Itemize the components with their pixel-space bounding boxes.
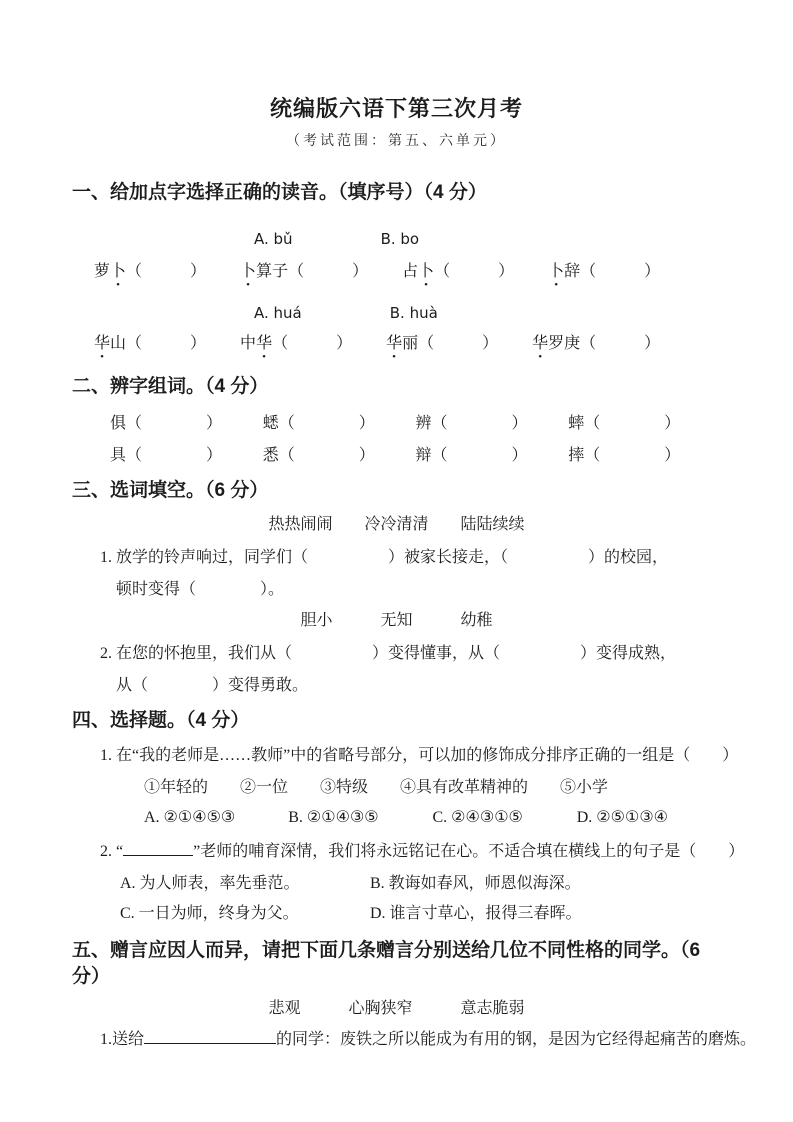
- section-4-heading: 四、选择题。（4 分）: [72, 710, 250, 731]
- question-line: 1. 在“我的老师是……教师”中的省略号部分，可以加的修饰成分排序正确的一组是（ ）: [100, 747, 739, 764]
- char: 辨: [415, 415, 432, 432]
- pinyin-options-group-2: [72, 302, 721, 324]
- question-line-cont: 顿时变得（ ）。: [116, 581, 285, 598]
- word-item: [94, 260, 206, 284]
- underline-blank: [123, 840, 193, 856]
- doc-title: 统编版六语下第三次月考: [269, 96, 523, 121]
- char-row-2: [72, 444, 721, 468]
- char-row-1: [72, 412, 721, 436]
- char-cell: [568, 412, 721, 436]
- pinyin-option-a: A. huá: [254, 304, 302, 322]
- option-a: A. 为人师表，率先垂范。: [120, 875, 300, 892]
- question-prefix: 2. “: [100, 843, 124, 860]
- dotted-char: 华: [256, 335, 273, 352]
- options-row: [72, 902, 721, 926]
- pinyin-option-a: A. bǔ: [254, 230, 293, 248]
- question-line: [72, 840, 745, 864]
- question-prefix: 1.送给: [100, 1031, 145, 1048]
- word-pre: 占: [402, 263, 419, 280]
- word-item: [532, 332, 660, 356]
- paren-blank: （ ）: [126, 415, 223, 432]
- option-c: C. ②④③①⑤: [432, 809, 523, 826]
- char: 蟋: [262, 415, 279, 432]
- dotted-char: 卜: [418, 263, 435, 280]
- dotted-char: 华: [386, 335, 403, 352]
- dotted-char: 卜: [240, 263, 257, 280]
- numbered-items-line: ①年轻的 ②一位 ③特级 ④具有改革精神的 ⑤小学: [144, 779, 609, 796]
- word-bank-2: 胆小 无知 幼稚: [300, 612, 493, 629]
- section-5-heading: 五、赠言应因人而异，请把下面几条赠言分别送给几位不同性格的同学。（6 分）: [72, 940, 701, 987]
- char-cell: [263, 444, 416, 468]
- char: 悉: [262, 447, 279, 464]
- section-3-heading: 三、选词填空。（6 分）: [72, 480, 269, 501]
- char-cell: [263, 412, 416, 436]
- word-post: 山: [110, 335, 127, 352]
- word-item: [386, 332, 498, 356]
- paren-blank: （ ）: [434, 263, 515, 280]
- options-row: [72, 872, 721, 896]
- word-post: 辞: [564, 263, 581, 280]
- word-bank-1: 热热闹闹 冷冷清清 陆陆续续: [268, 516, 525, 533]
- word-item: [548, 260, 660, 284]
- option-a: A. ②①④⑤③: [144, 809, 236, 826]
- option-b: B. ②①④③⑤: [288, 809, 379, 826]
- option-d: D. ②⑤①③④: [576, 809, 669, 826]
- char: 具: [110, 447, 127, 464]
- paren-blank: （ ）: [278, 415, 375, 432]
- question-line: 1. 放学的铃声响过，同学们（ ）被家长接走，（ ）的校园，: [100, 549, 669, 566]
- question-line-cont: 从（ ）变得勇敢。: [116, 677, 309, 694]
- word-bank-3: 悲观 心胸狭窄 意志脆弱: [268, 1000, 525, 1017]
- word-item: [402, 260, 514, 284]
- char: 蟀: [568, 415, 585, 432]
- underline-blank: [144, 1028, 276, 1044]
- question-line: [72, 1028, 757, 1052]
- word-pre: 萝: [94, 263, 111, 280]
- paren-blank: （ ）: [580, 263, 661, 280]
- section-1-heading: 一、给加点字选择正确的读音。（填序号）（4 分）: [72, 182, 487, 203]
- word-row-hua: [72, 332, 721, 362]
- word-item: [240, 260, 368, 284]
- options-row: [72, 806, 721, 830]
- char-cell: [568, 444, 721, 468]
- dotted-char: 卜: [548, 263, 565, 280]
- word-post: 丽: [402, 335, 419, 352]
- pinyin-options-group-1: [72, 228, 721, 250]
- word-post: 罗庚: [548, 335, 581, 352]
- paren-blank: （ ）: [431, 415, 528, 432]
- word-item: [240, 332, 352, 356]
- dotted-char: 卜: [110, 263, 127, 280]
- paren-blank: （ ）: [584, 415, 681, 432]
- doc-subtitle: （考试范围：第五、六单元）: [286, 134, 507, 149]
- paren-blank: （ ）: [584, 447, 681, 464]
- question-suffix: 的同学：废铁之所以能成为有用的钢，是因为它经得起痛苦的磨炼。: [276, 1031, 757, 1048]
- char-cell: [110, 412, 263, 436]
- pinyin-option-b: B. huà: [389, 304, 438, 322]
- word-post: 算子: [256, 263, 289, 280]
- word-row-bu: [72, 260, 721, 290]
- char-cell: [416, 412, 569, 436]
- option-b: B. 教诲如春风，师恩似海深。: [370, 875, 581, 892]
- char-cell: [416, 444, 569, 468]
- question-suffix: ”老师的哺育深情，我们将永远铭记在心。不适合填在横线上的句子是（ ）: [193, 843, 745, 860]
- question-line: 2. 在您的怀抱里，我们从（ ）变得懂事，从（ ）变得成熟，: [100, 645, 677, 662]
- option-c: C. 一日为师，终身为父。: [120, 905, 299, 922]
- char: 俱: [110, 415, 127, 432]
- paren-blank: （ ）: [126, 447, 223, 464]
- char-cell: [110, 444, 263, 468]
- paren-blank: （ ）: [272, 335, 353, 352]
- word-item: [94, 332, 206, 356]
- char: 辩: [415, 447, 432, 464]
- dotted-char: 华: [532, 335, 549, 352]
- paren-blank: （ ）: [126, 263, 207, 280]
- paren-blank: （ ）: [431, 447, 528, 464]
- paren-blank: （ ）: [278, 447, 375, 464]
- paren-blank: （ ）: [126, 335, 207, 352]
- section-2-heading: 二、辨字组词。（4 分）: [72, 376, 269, 397]
- char: 摔: [568, 447, 585, 464]
- paren-blank: （ ）: [418, 335, 499, 352]
- option-d: D. 谁言寸草心，报得三春晖。: [370, 905, 582, 922]
- word-pre: 中: [240, 335, 257, 352]
- pinyin-option-b: B. bo: [380, 230, 420, 248]
- paren-blank: （ ）: [580, 335, 661, 352]
- dotted-char: 华: [94, 335, 111, 352]
- paren-blank: （ ）: [288, 263, 369, 280]
